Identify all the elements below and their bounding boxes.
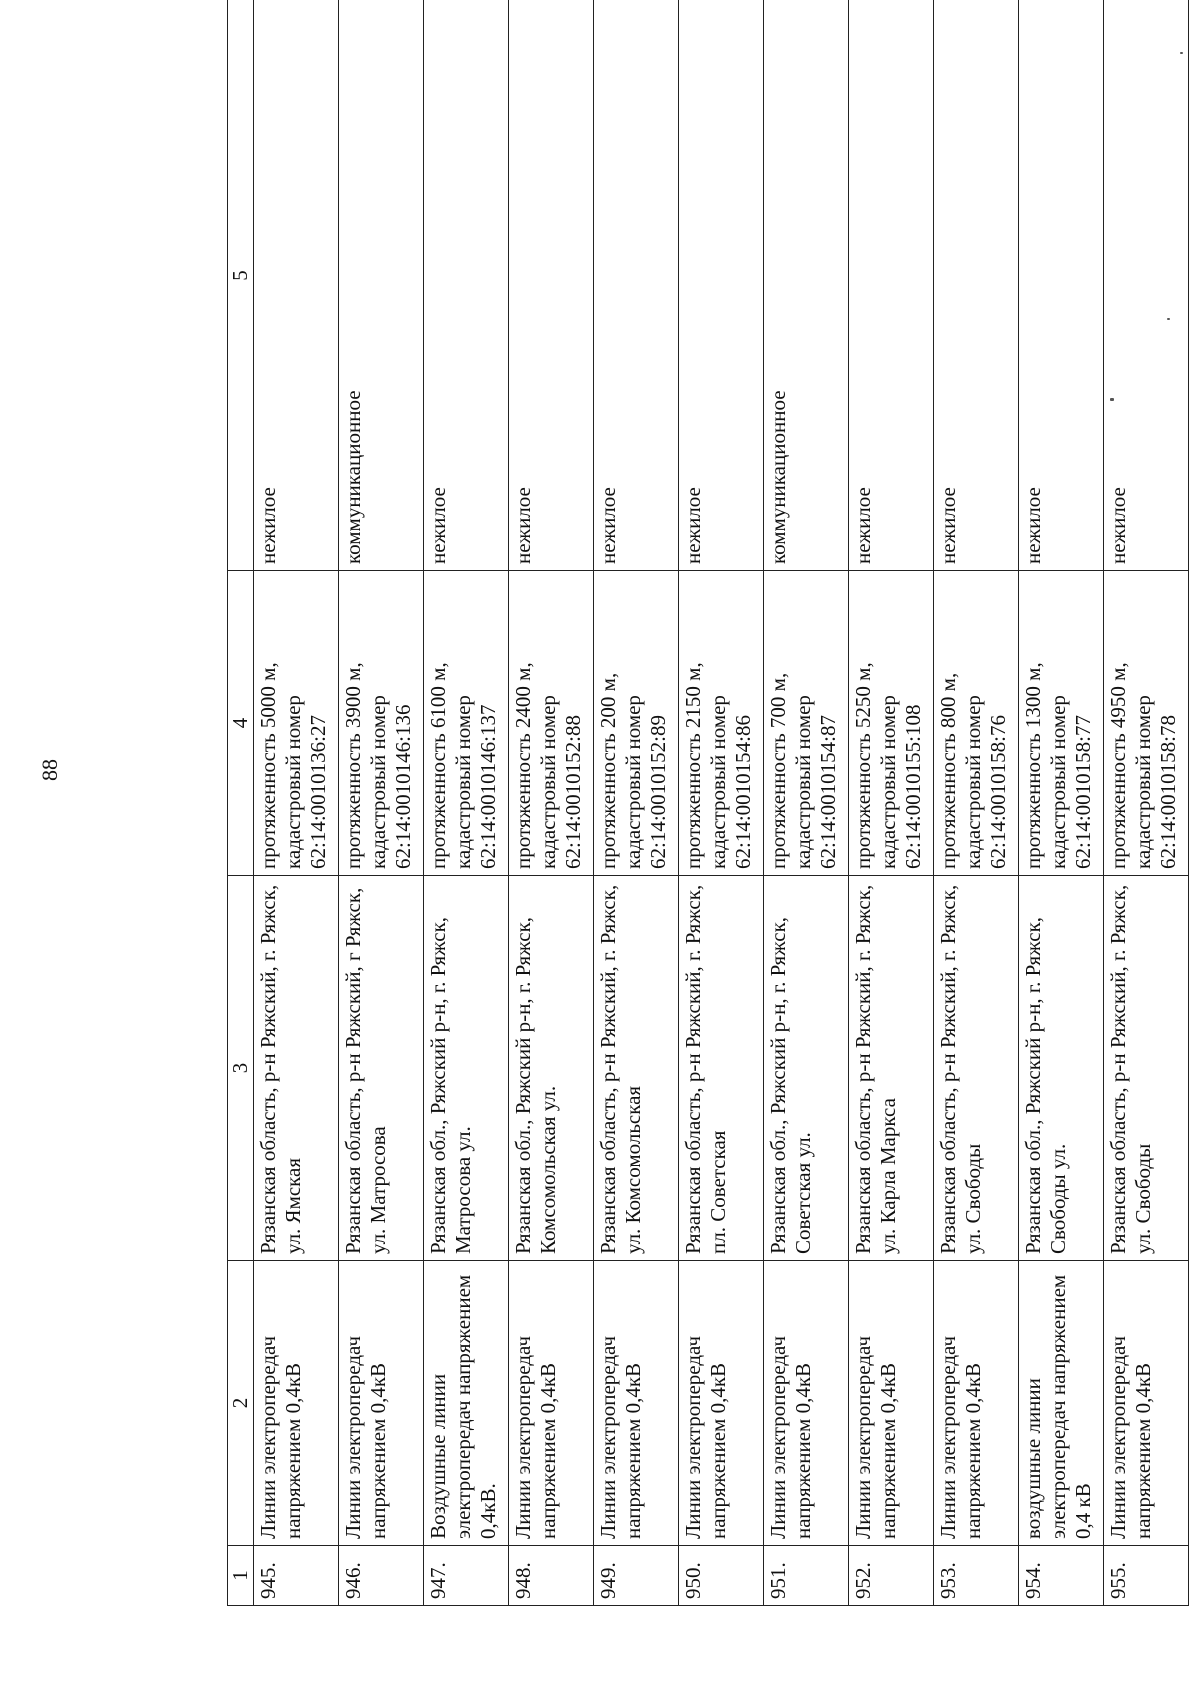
column-header-2: 2	[228, 1261, 254, 1546]
object-name: воздушные линии электропередач напряжением 0,4 кВ	[1019, 1261, 1104, 1546]
table-row	[679, 0, 764, 1606]
scan-speck	[1110, 398, 1114, 401]
object-type: коммуникационное	[339, 0, 424, 571]
object-address: Рязанская обл., Ряжский р-н, г. Ряжск, Комсомольская ул.	[509, 876, 594, 1261]
object-characteristics: протяженность 700 м, кадастровый номер 62:14:0010154:87	[764, 571, 849, 876]
object-name: Линии электропередач напряжением 0,4кВ	[1104, 1261, 1189, 1546]
scan-speck	[1167, 318, 1170, 320]
table-row	[509, 0, 594, 1606]
table-row	[934, 0, 1019, 1606]
row-number: 954.	[1019, 1546, 1104, 1606]
page-number: 88	[37, 759, 62, 781]
row-number: 953.	[934, 1546, 1019, 1606]
object-type: нежилое	[594, 0, 679, 571]
object-address: Рязанская область, р-н Ряжский, г. Ряжск, ул. Карла Маркса	[849, 876, 934, 1261]
object-characteristics: протяженность 800 м, кадастровый номер 62:14:0010158:76	[934, 571, 1019, 876]
column-header-4: 4	[228, 571, 254, 876]
object-type: нежилое	[254, 0, 339, 571]
object-type: коммуникационное	[764, 0, 849, 571]
object-characteristics: протяженность 5250 м, кадастровый номер 62:14:0010155:108	[849, 571, 934, 876]
object-address: Рязанская область, р-н Ряжский, г. Ряжск, ул. Свободы	[1104, 876, 1189, 1261]
object-name: Линии электропередач напряжением 0,4кВ	[849, 1261, 934, 1546]
table-row	[339, 0, 424, 1606]
object-characteristics: протяженность 2150 м, кадастровый номер 62:14:0010154:86	[679, 571, 764, 876]
object-address: Рязанская область, р-н Ряжский, г. Ряжск, ул. Комсомольская	[594, 876, 679, 1261]
row-number: 951.	[764, 1546, 849, 1606]
row-number: 949.	[594, 1546, 679, 1606]
row-number: 952.	[849, 1546, 934, 1606]
row-number: 948.	[509, 1546, 594, 1606]
table-row	[254, 0, 339, 1606]
object-name: Линии электропередач напряжением 0,4кВ	[764, 1261, 849, 1546]
object-address: Рязанская обл., Ряжский р-н, г. Ряжск, Матросова ул.	[424, 876, 509, 1261]
object-characteristics: протяженность 6100 м, кадастровый номер 62:14:0010146:137	[424, 571, 509, 876]
object-name: Линии электропередач напряжением 0,4кВ	[594, 1261, 679, 1546]
object-characteristics: протяженность 200 м, кадастровый номер 62:14:0010152:89	[594, 571, 679, 876]
object-name: Линии электропередач напряжением 0,4кВ	[934, 1261, 1019, 1546]
table-row	[424, 0, 509, 1606]
row-number: 950.	[679, 1546, 764, 1606]
column-header-5: 5	[228, 0, 254, 571]
object-address: Рязанская область, р-н Ряжский, г. Ряжск, пл. Советская	[679, 876, 764, 1261]
object-characteristics: протяженность 3900 м, кадастровый номер 62:14:0010146:136	[339, 571, 424, 876]
property-registry-table	[227, 0, 1189, 1606]
object-characteristics: протяженность 2400 м, кадастровый номер 62:14:0010152:88	[509, 571, 594, 876]
object-type: нежилое	[424, 0, 509, 571]
object-name: Линии электропередач напряжением 0,4кВ	[254, 1261, 339, 1546]
table-header-row	[228, 0, 254, 1606]
table-row	[849, 0, 934, 1606]
object-type: нежилое	[509, 0, 594, 571]
table-row	[594, 0, 679, 1606]
object-type: нежилое	[934, 0, 1019, 571]
row-number: 945.	[254, 1546, 339, 1606]
object-name: Линии электропередач напряжением 0,4кВ	[509, 1261, 594, 1546]
object-address: Рязанская область, р-н Ряжский, г. Ряжск, ул. Свободы	[934, 876, 1019, 1261]
object-name: Линии электропередач напряжением 0,4кВ	[339, 1261, 424, 1546]
object-type: нежилое	[679, 0, 764, 571]
object-type: нежилое	[1104, 0, 1189, 571]
column-header-1: 1	[228, 1546, 254, 1606]
object-address: Рязанская обл., Ряжский р-н, г. Ряжск, Советская ул.	[764, 876, 849, 1261]
object-address: Рязанская область, р-н Ряжский, г. Ряжск, ул. Ямская	[254, 876, 339, 1261]
object-name: Линии электропередач напряжением 0,4кВ	[679, 1261, 764, 1546]
scan-speck	[1180, 52, 1183, 54]
object-address: Рязанская обл., Ряжский р-н, г. Ряжск, Свободы ул.	[1019, 876, 1104, 1261]
object-name: Воздушные линии электропередач напряжением 0,4кВ.	[424, 1261, 509, 1546]
object-characteristics: протяженность 5000 м, кадастровый номер 62:14:0010136:27	[254, 571, 339, 876]
row-number: 947.	[424, 1546, 509, 1606]
object-characteristics: протяженность 1300 м, кадастровый номер 62:14:0010158:77	[1019, 571, 1104, 876]
row-number: 955.	[1104, 1546, 1189, 1606]
table-row	[764, 0, 849, 1606]
column-header-3: 3	[228, 876, 254, 1261]
object-address: Рязанская область, р-н Ряжский, г Ряжск, ул. Матросова	[339, 876, 424, 1261]
table-row	[1104, 0, 1189, 1606]
table-row	[1019, 0, 1104, 1606]
row-number: 946.	[339, 1546, 424, 1606]
object-characteristics: протяженность 4950 м, кадастровый номер 62:14:0010158:78	[1104, 571, 1189, 876]
object-type: нежилое	[849, 0, 934, 571]
object-type: нежилое	[1019, 0, 1104, 571]
